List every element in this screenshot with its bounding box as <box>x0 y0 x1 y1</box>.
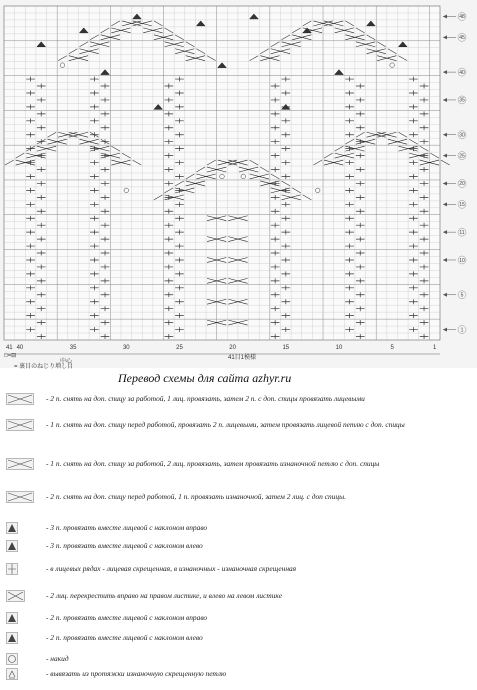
yarn-over-icon <box>6 653 34 668</box>
legend-item-text: - 1 п. снять на доп. спицу за работой, 2 лиц. провязать, затем провязать изнаночной петлю с доп. спицы <box>46 459 380 468</box>
row-number: 11 <box>459 229 465 236</box>
k2tog-left-icon <box>6 632 34 647</box>
empty-box-legend: □=⊟ <box>4 353 17 359</box>
slant-mark <box>441 160 450 165</box>
column-number: 40 <box>16 345 24 351</box>
row-number: 35 <box>459 97 465 104</box>
legend-item <box>6 612 474 626</box>
center-label: 中心 <box>60 359 73 365</box>
legend-item <box>6 540 474 554</box>
legend-item-text: - в лицевых рядах - лицевая скрещенная, в изнаночных - изнаночная скрещенная <box>46 564 297 573</box>
column-number: 15 <box>282 345 290 351</box>
row-arrow-head <box>443 181 447 185</box>
cable-2-1-purl-left-icon <box>6 491 34 506</box>
legend-item <box>6 458 474 482</box>
column-number: 20 <box>229 345 236 351</box>
row-arrow-head <box>443 154 447 158</box>
legend-item-text: - 1 п. снять на доп. спицу перед работой, провязать 2 п. лицевыми, затем провязать лицевой петлю с доп. спицы <box>46 420 405 429</box>
legend-item-text: - 3 п. провязать вместе лицевой с наклоном влево <box>46 541 203 550</box>
k2tog-right-icon <box>6 612 34 627</box>
row-number: 1 <box>460 327 464 334</box>
row-number: 30 <box>459 132 465 139</box>
legend <box>0 368 477 690</box>
row-number: 40 <box>459 69 465 76</box>
cable-1-2-left-icon <box>6 419 34 434</box>
legend-item-text: - 2 п. провязать вместе лицевой с наклоном влево <box>46 633 203 642</box>
column-number: 41 <box>5 345 13 351</box>
legend-item <box>6 491 474 515</box>
row-number: 45 <box>459 35 465 42</box>
legend-item-text: - вывязать из протяжки изнаночную скрещенную петлю <box>46 669 227 678</box>
cable-1-2-purl-right-icon <box>6 458 34 473</box>
column-number: 30 <box>122 345 130 351</box>
legend-item-text: - 3 п. провязать вместе лицевой с наклоном вправо <box>46 523 208 532</box>
purl-increase-icon <box>6 668 34 683</box>
row-arrow-head <box>443 328 447 332</box>
legend-item-text: - 2 п. снять на доп. спицу перед работой, 1 п. провязать изнаночной, затем 2 лиц. с доп спицы. <box>46 492 346 501</box>
row-arrow-head <box>443 35 447 39</box>
column-number: 25 <box>176 345 183 351</box>
row-number: 20 <box>459 181 465 188</box>
row-arrow-head <box>443 133 447 137</box>
column-number: 5 <box>390 345 394 351</box>
legend-item-text: - 2 лиц. перекрестить вправо на правом листике, и влево на левом листике <box>46 591 282 600</box>
legend-item <box>6 522 474 536</box>
legend-item <box>6 632 474 646</box>
legend-item <box>6 590 474 604</box>
row-arrow-head <box>443 70 447 74</box>
cross-2-icon <box>6 590 34 605</box>
legend-item <box>6 563 474 579</box>
row-number: 48 <box>459 14 465 21</box>
legend-title: Перевод схемы для сайта azhyr.ru <box>118 371 292 385</box>
column-number: 10 <box>335 345 343 351</box>
legend-item-text: - 2 п. снять на доп. спицу за работой, 1 лиц. провязать, затем 2 п. с доп. спицы провязать лицевыми <box>46 394 365 403</box>
row-arrow-head <box>443 202 447 206</box>
row-number: 5 <box>460 292 464 299</box>
row-arrow-head <box>443 258 447 262</box>
row-arrow-head <box>443 230 447 234</box>
column-number: 1 <box>433 345 437 351</box>
legend-item <box>6 653 474 665</box>
legend-item <box>6 419 474 449</box>
k3tog-left-icon <box>6 540 34 555</box>
k3tog-right-icon <box>6 522 34 537</box>
row-number: 25 <box>459 153 465 160</box>
legend-item <box>6 668 474 680</box>
cable-2-2-right-icon <box>6 393 34 408</box>
legend-item-text: - 2 п. провязать вместе лицевой с наклоном вправо <box>46 613 208 622</box>
row-number: 15 <box>459 202 465 209</box>
row-number: 10 <box>459 257 465 264</box>
legend-item <box>6 393 474 417</box>
stitch-count-label: 41目1模様 <box>227 355 257 361</box>
column-number: 35 <box>69 345 77 351</box>
row-arrow-head <box>443 293 447 297</box>
row-arrow-head <box>443 98 447 102</box>
legend-item-text: - накид <box>46 654 69 663</box>
twisted-stitch-icon <box>6 563 34 578</box>
row-arrow-head <box>443 14 447 18</box>
twisted-increase-note: = 裏目のねじり増し目 <box>14 364 74 370</box>
